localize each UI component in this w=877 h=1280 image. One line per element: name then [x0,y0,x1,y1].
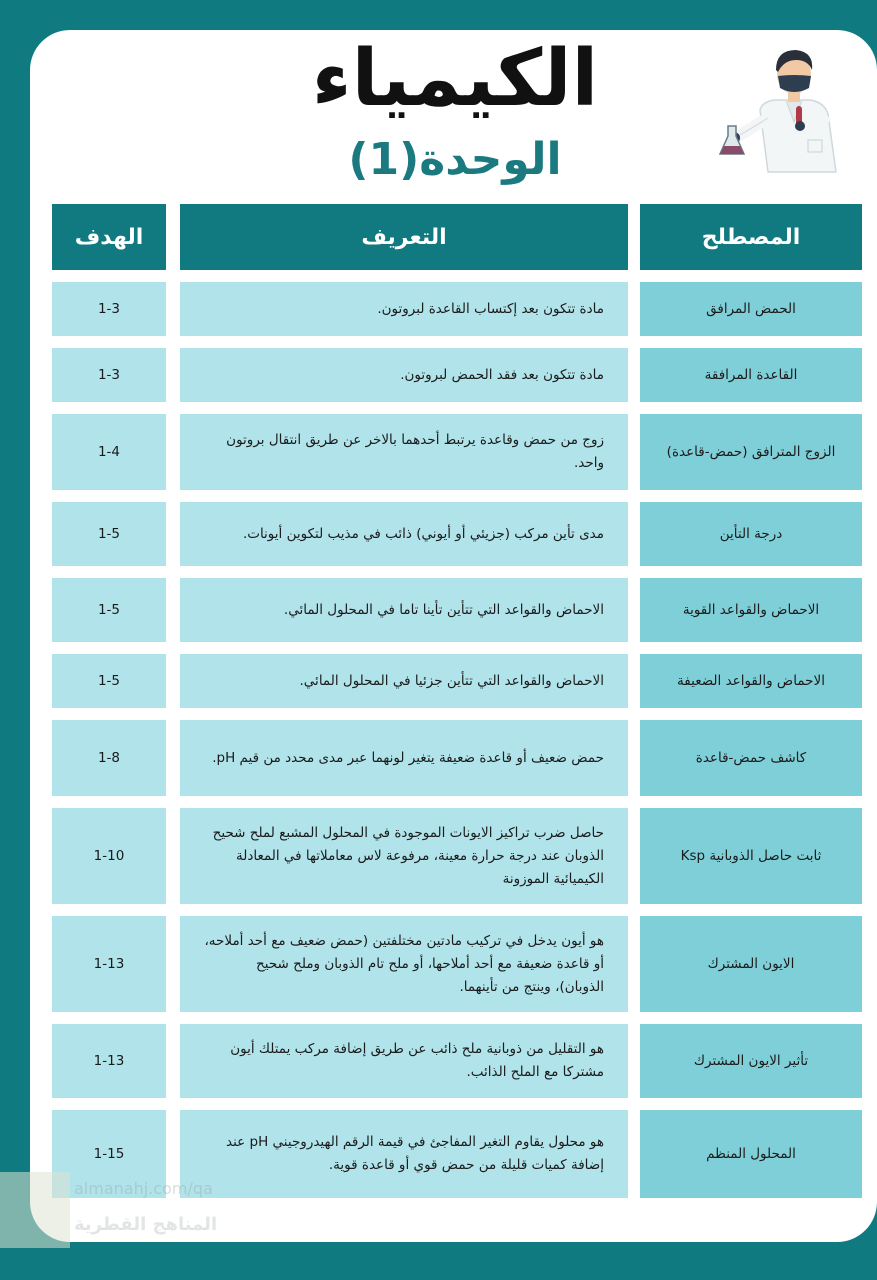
table-row-term [640,414,862,490]
term-text: كاشف حمض-قاعدة [695,749,807,766]
definition-text: هو التقليل من ذوبانية ملح ذائب عن طريق إضافة مركب يمتلك أيون مشتركا مع الملح الذائب. [230,1041,604,1080]
goal-text: 1-8 [97,749,121,766]
table-row-goal [52,1024,166,1098]
term-text: تأثير الايون المشترك [693,1052,809,1069]
term-text: الاحماض والقواعد القوية [682,601,820,618]
table-row-goal [52,348,166,402]
scientist-illustration [712,44,852,176]
table-row-definition [180,348,628,402]
definition-text: مادة تتكون بعد إكتساب القاعدة لبروتون. [377,300,604,317]
table-row-definition [180,578,628,642]
term-text: القاعدة المرافقة [704,366,798,383]
goal-text: 1-5 [97,672,121,689]
goal-text: 1-3 [97,300,121,317]
definition-text: حاصل ضرب تراكيز الايونات الموجودة في المحلول المشبع لملح شحيح الذوبان عند درجة حرارة معينة، مرفوعة لاس معاملاتها في المعادلة الكيميائية الموزونة [212,824,604,887]
table-row-definition [180,808,628,904]
table-row-goal [52,654,166,708]
definition-text: مادة تتكون بعد فقد الحمض لبروتون. [400,366,604,383]
definition-text: الاحماض والقواعد التي تتأين تأينا تاما في المحلول المائي. [283,601,604,618]
goal-text: 1-10 [93,847,125,864]
table-row-term [640,720,862,796]
term-text: الاحماض والقواعد الضعيفة [677,672,825,689]
table-row-term [640,1024,862,1098]
table-row-term [640,916,862,1012]
table-row-goal [52,502,166,566]
definition-text: الاحماض والقواعد التي تتأين جزئيا في المحلول المائي. [299,672,604,689]
table-row-term [640,1110,862,1198]
table-row-goal [52,578,166,642]
table-row-definition [180,282,628,336]
table-row-term [640,808,862,904]
term-text: الحمض المرافق [706,300,796,317]
table-row-definition [180,916,628,1012]
definition-text: هو أيون يدخل في تركيب مادتين مختلفتين (حمض ضعيف مع أحد أملاحه، أو قاعدة ضعيفة مع أحد أملاحها، أو ملح تام الذوبان وملح شحيح الذوبان)، وينتج من تأينهما. [204,932,604,995]
table-row-term [640,578,862,642]
goal-text: 1-5 [97,525,121,542]
table-row-definition [180,414,628,490]
column-header-definition: التعريف [180,204,628,270]
term-text: درجة التأين [719,525,783,542]
table-row-definition [180,502,628,566]
table-row-goal [52,916,166,1012]
goal-text: 1-13 [93,955,125,972]
term-text: الايون المشترك [707,955,795,972]
table-row-goal [52,282,166,336]
table-row-term [640,502,862,566]
table-row-goal [52,414,166,490]
definition-text: مدى تأين مركب (جزيئي أو أيوني) ذائب في مذيب لتكوين أيونات. [242,525,604,542]
page-title: الكيمياء [311,34,599,124]
goal-text: 1-3 [97,366,121,383]
table-row-definition [180,1024,628,1098]
definition-text: زوج من حمض وقاعدة يرتبط أحدهما بالاخر عن طريق انتقال بروتون واحد. [226,432,604,471]
table-row-goal [52,808,166,904]
term-text: المحلول المنظم [706,1145,796,1162]
table-row-goal [52,720,166,796]
definition-text: هو محلول يقاوم التغير المفاجئ في قيمة الرقم الهيدروجيني pH عند إضافة كميات قليلة من حمض قوي أو قاعدة قوية. [226,1134,604,1173]
goal-text: 1-15 [93,1145,125,1162]
definition-text: حمض ضعيف أو قاعدة ضعيفة يتغير لونهما عبر مدى محدد من قيم pH. [212,749,604,766]
table-row-definition [180,720,628,796]
watermark-url: almanahj.com/qa [74,1179,213,1198]
table-row-definition [180,654,628,708]
column-header-term: المصطلح [640,204,862,270]
goal-text: 1-4 [97,443,121,460]
unit-title: الوحدة(1) [348,134,562,185]
term-text: ثابت حاصل الذوبانية Ksp [680,847,822,864]
column-header-goal: الهدف [52,204,166,270]
watermark-name: المناهج القطرية [74,1214,218,1235]
table-row-term [640,654,862,708]
table-row-term [640,282,862,336]
watermark-logo [0,1172,70,1248]
term-text: الزوج المترافق (حمض-قاعدة) [666,443,836,460]
table-row-term [640,348,862,402]
goal-text: 1-5 [97,601,121,618]
goal-text: 1-13 [93,1052,125,1069]
